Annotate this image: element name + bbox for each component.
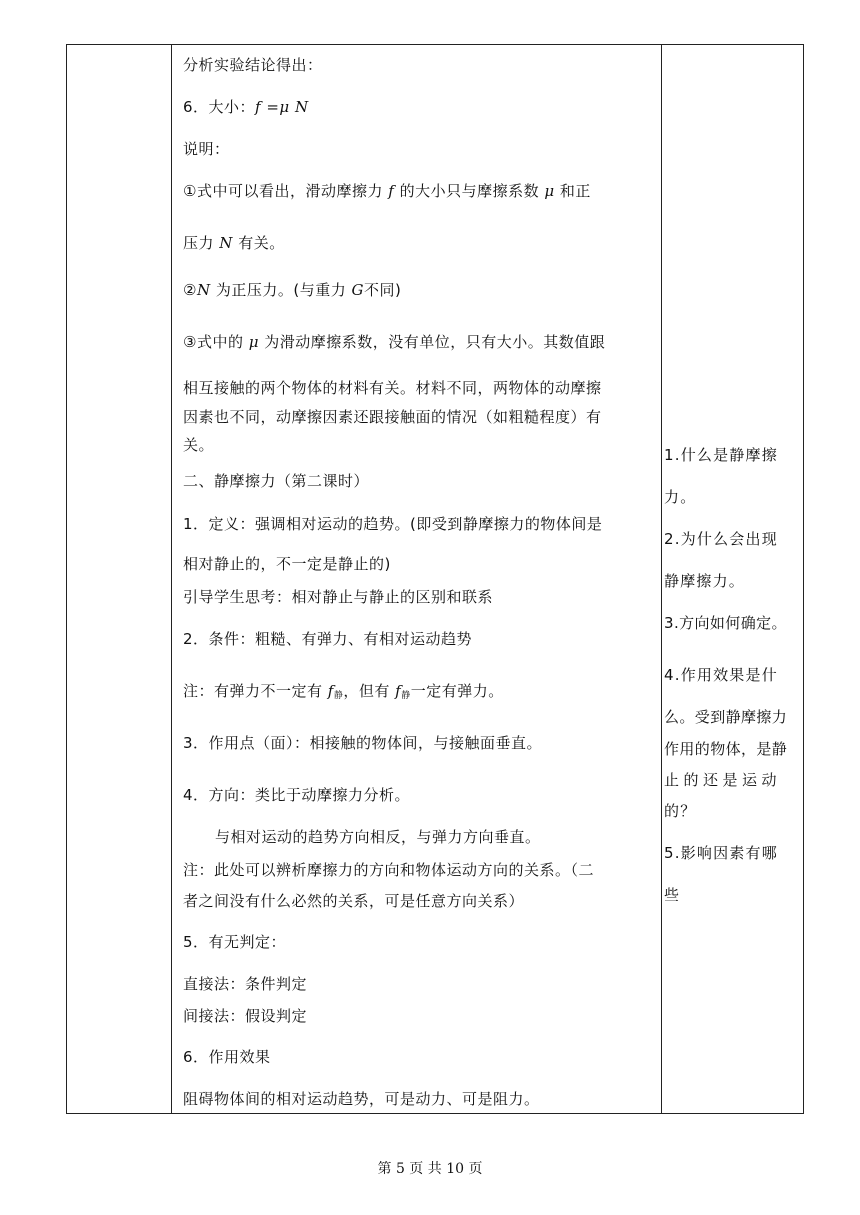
section-heading: 二、静摩擦力（第二课时）: [183, 472, 370, 490]
text-line: ③式中的 μ 为滑动摩擦系数，没有单位，只有大小。其数值跟: [183, 333, 606, 351]
question-line: 作用的物体，是静: [664, 740, 788, 758]
question-line: 力。: [664, 488, 697, 506]
text-line: ②N 为正压力。(与重力 G不同): [183, 281, 402, 299]
question-line: 静摩擦力。: [664, 572, 746, 590]
text-line: 者之间没有什么必然的关系，可是任意方向关系）: [183, 892, 525, 910]
text-line: 相互接触的两个物体的材料有关。材料不同，两物体的动摩擦: [183, 379, 602, 397]
text-line: 直接法：条件判定: [183, 975, 308, 993]
question-line: 5.影响因素有哪: [664, 844, 778, 862]
lesson-table: [66, 44, 804, 1114]
text-line: 相对静止的，不一定是静止的): [183, 555, 391, 573]
page-number: 第 5 页 共 10 页: [377, 1161, 483, 1177]
teaching-content-column: [172, 45, 660, 1113]
text-line: 因素也不同，动摩擦因素还跟接触面的情况（如粗糙程度）有: [183, 408, 602, 426]
text-line: 注：有弹力不一定有 $f_静$，但有 $f_静$一定有弹力。: [183, 682, 504, 701]
text-line: 5．有无判定：: [183, 933, 287, 951]
question-line: 些: [664, 886, 681, 904]
question-line: 4.作用效果是什: [664, 666, 778, 684]
text-line: 分析实验结论得出：: [183, 56, 323, 74]
question-line: 么。受到静摩擦力: [664, 708, 788, 726]
text-line: 间接法：假设判定: [183, 1007, 308, 1025]
text-line: 说明：: [183, 140, 230, 158]
text-line: 6．大小：f =μ N: [183, 98, 309, 116]
text-line: 2．条件：粗糙、有弹力、有相对运动趋势: [183, 630, 473, 648]
formula: f =μ N: [255, 98, 309, 116]
question-line: 1.什么是静摩擦: [664, 446, 778, 464]
question-column: [662, 45, 804, 1113]
question-line: 止的还是运动: [664, 771, 782, 789]
question-line: 3.方向如何确定。: [664, 614, 787, 632]
text-line: 4．方向：类比于动摩擦力分析。: [183, 786, 411, 804]
text-line: 注：此处可以辨析摩擦力的方向和物体运动方向的关系。（二: [183, 861, 595, 879]
text-line: 与相对运动的趋势方向相反，与弹力方向垂直。: [215, 828, 541, 846]
text-line: 1．定义：强调相对运动的趋势。(即受到静摩擦力的物体间是: [183, 515, 603, 533]
text-line: 6．作用效果: [183, 1048, 271, 1066]
question-line: 2.为什么会出现: [664, 530, 778, 548]
text-line: 引导学生思考：相对静止与静止的区别和联系: [183, 588, 494, 606]
text-line: 压力 N 有关。: [183, 234, 285, 252]
text-line: ①式中可以看出，滑动摩擦力 f 的大小只与摩擦系数 μ 和正: [183, 182, 591, 200]
text-line: 关。: [183, 436, 215, 454]
text-line: 阻碍物体间的相对运动趋势，可是动力、可是阻力。: [183, 1090, 540, 1108]
question-line: 的？: [664, 802, 697, 820]
text-line: 3．作用点（面）：相接触的物体间，与接触面垂直。: [183, 734, 543, 752]
